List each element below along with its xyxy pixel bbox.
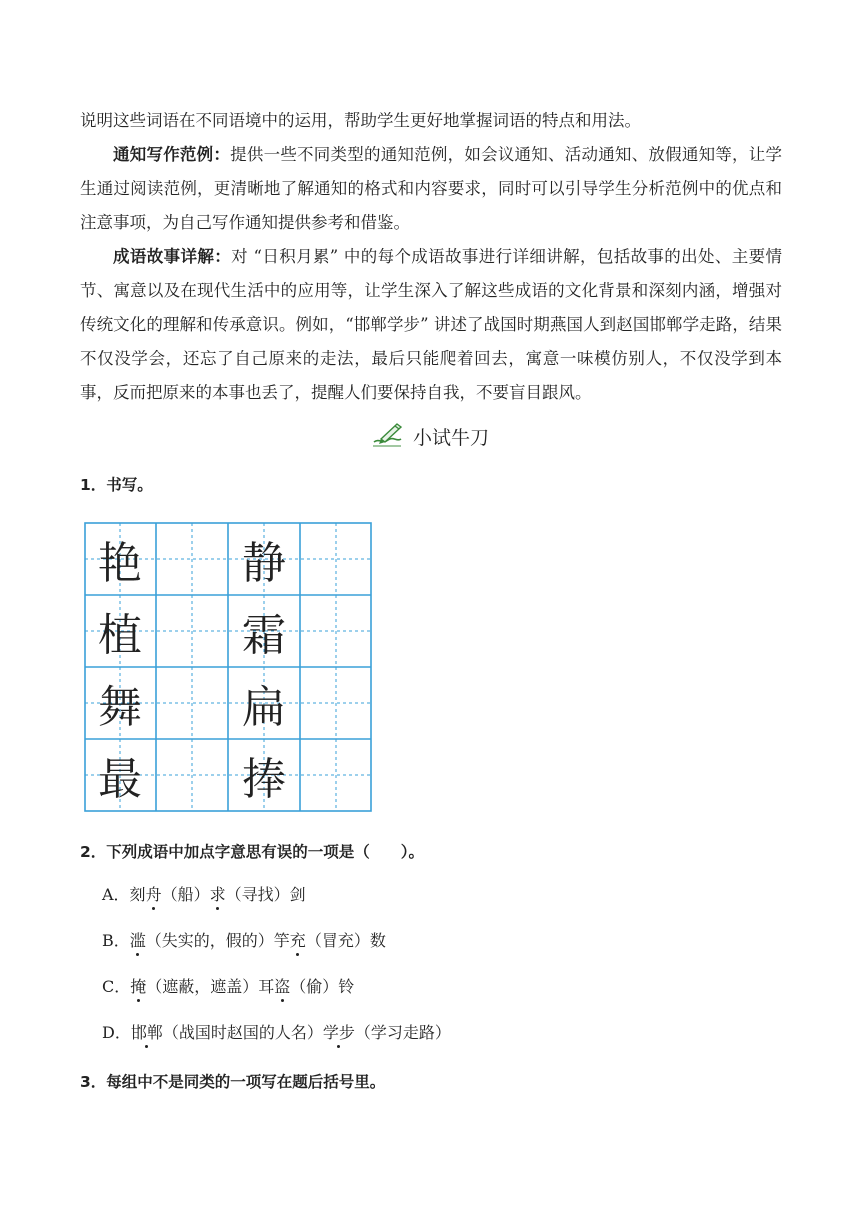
option-text: （遮蔽，遮盖）耳: [146, 977, 275, 996]
dotted-character: 邯郸: [131, 1020, 163, 1043]
paragraph-text: 对 “日积月累” 中的每个成语故事进行详细讲解，包括故事的出处、主要情节、寓意以及在现代生活中的应用等，让学生深入了解这些成语的文化背景和深刻内涵，增强对传统文化的理解和传承意识。例如，“邯郸学步” 讲述了战国时期燕国人到赵国邯郸学走路，结果不仅没学会，还忘了自己原来的走法，最后只能爬着回去，寓意一味模仿别人，不仅没学到本事，反而把原来的本事也丢了，提醒人们要保持自我，不要盲目跟风。: [80, 247, 782, 402]
paragraph-label: 通知写作范例：: [113, 145, 231, 164]
paragraph-label: 成语故事详解：: [113, 247, 232, 266]
option-text: （寻找）剑: [225, 885, 306, 904]
section-header: [0, 420, 860, 452]
option-text: （偷）铃: [290, 977, 355, 996]
option-b: [102, 928, 386, 951]
grid-character: 霜: [242, 610, 286, 661]
paragraph-idiom-stories: [80, 240, 782, 410]
dotted-character: 求: [210, 882, 226, 905]
paragraph-text: 提供一些不同类型的通知范例，如会议通知、活动通知、放假通知等，让学生通过阅读范例，更清晰地了解通知的格式和内容要求，同时可以引导学生分析范例中的优点和注意事项，为自己写作通知提供参考和借鉴。: [80, 145, 783, 232]
option-c: [102, 974, 354, 997]
option-text: （冒充）数: [305, 931, 386, 950]
grid-character: 捧: [242, 754, 286, 805]
option-a: [102, 882, 306, 905]
option-text: （船）: [161, 885, 210, 904]
option-text: A．刻: [102, 885, 146, 904]
pen-writing-icon: [371, 420, 405, 452]
dotted-character: 学步: [323, 1020, 355, 1043]
question-3: 3．每组中不是同类的一项写在题后括号里。: [80, 1073, 386, 1091]
option-text: C．: [102, 977, 131, 996]
grid-character: 舞: [98, 682, 142, 733]
question-2: 2．下列成语中加点字意思有误的一项是（ ）。: [80, 843, 425, 861]
paragraph-1: 说明这些词语在不同语境中的运用，帮助学生更好地掌握词语的特点和用法。: [80, 111, 641, 130]
option-text: （学习走路）: [354, 1023, 451, 1042]
option-text: （战国时赵国的人名）: [162, 1023, 323, 1042]
option-text: B．: [102, 931, 130, 950]
question-1: 1．书写。: [80, 476, 153, 494]
option-text: （失实的，假的）竽: [145, 931, 290, 950]
dotted-character: 舟: [146, 882, 162, 905]
grid-character: 艳: [98, 538, 142, 589]
dotted-character: 掩: [130, 974, 146, 997]
paragraph-notice-examples: [80, 138, 782, 240]
grid-character: 扁: [242, 682, 286, 733]
section-title: 小试牛刀: [412, 426, 489, 449]
grid-character: 最: [98, 754, 142, 805]
option-text: D．: [102, 1023, 131, 1042]
dotted-character: 盗: [274, 974, 290, 997]
writing-grid: [84, 522, 372, 812]
dotted-character: 充: [290, 928, 306, 951]
grid-character: 静: [242, 538, 286, 589]
dotted-character: 滥: [130, 928, 146, 951]
option-d: [102, 1020, 451, 1043]
grid-character: 植: [98, 610, 142, 661]
